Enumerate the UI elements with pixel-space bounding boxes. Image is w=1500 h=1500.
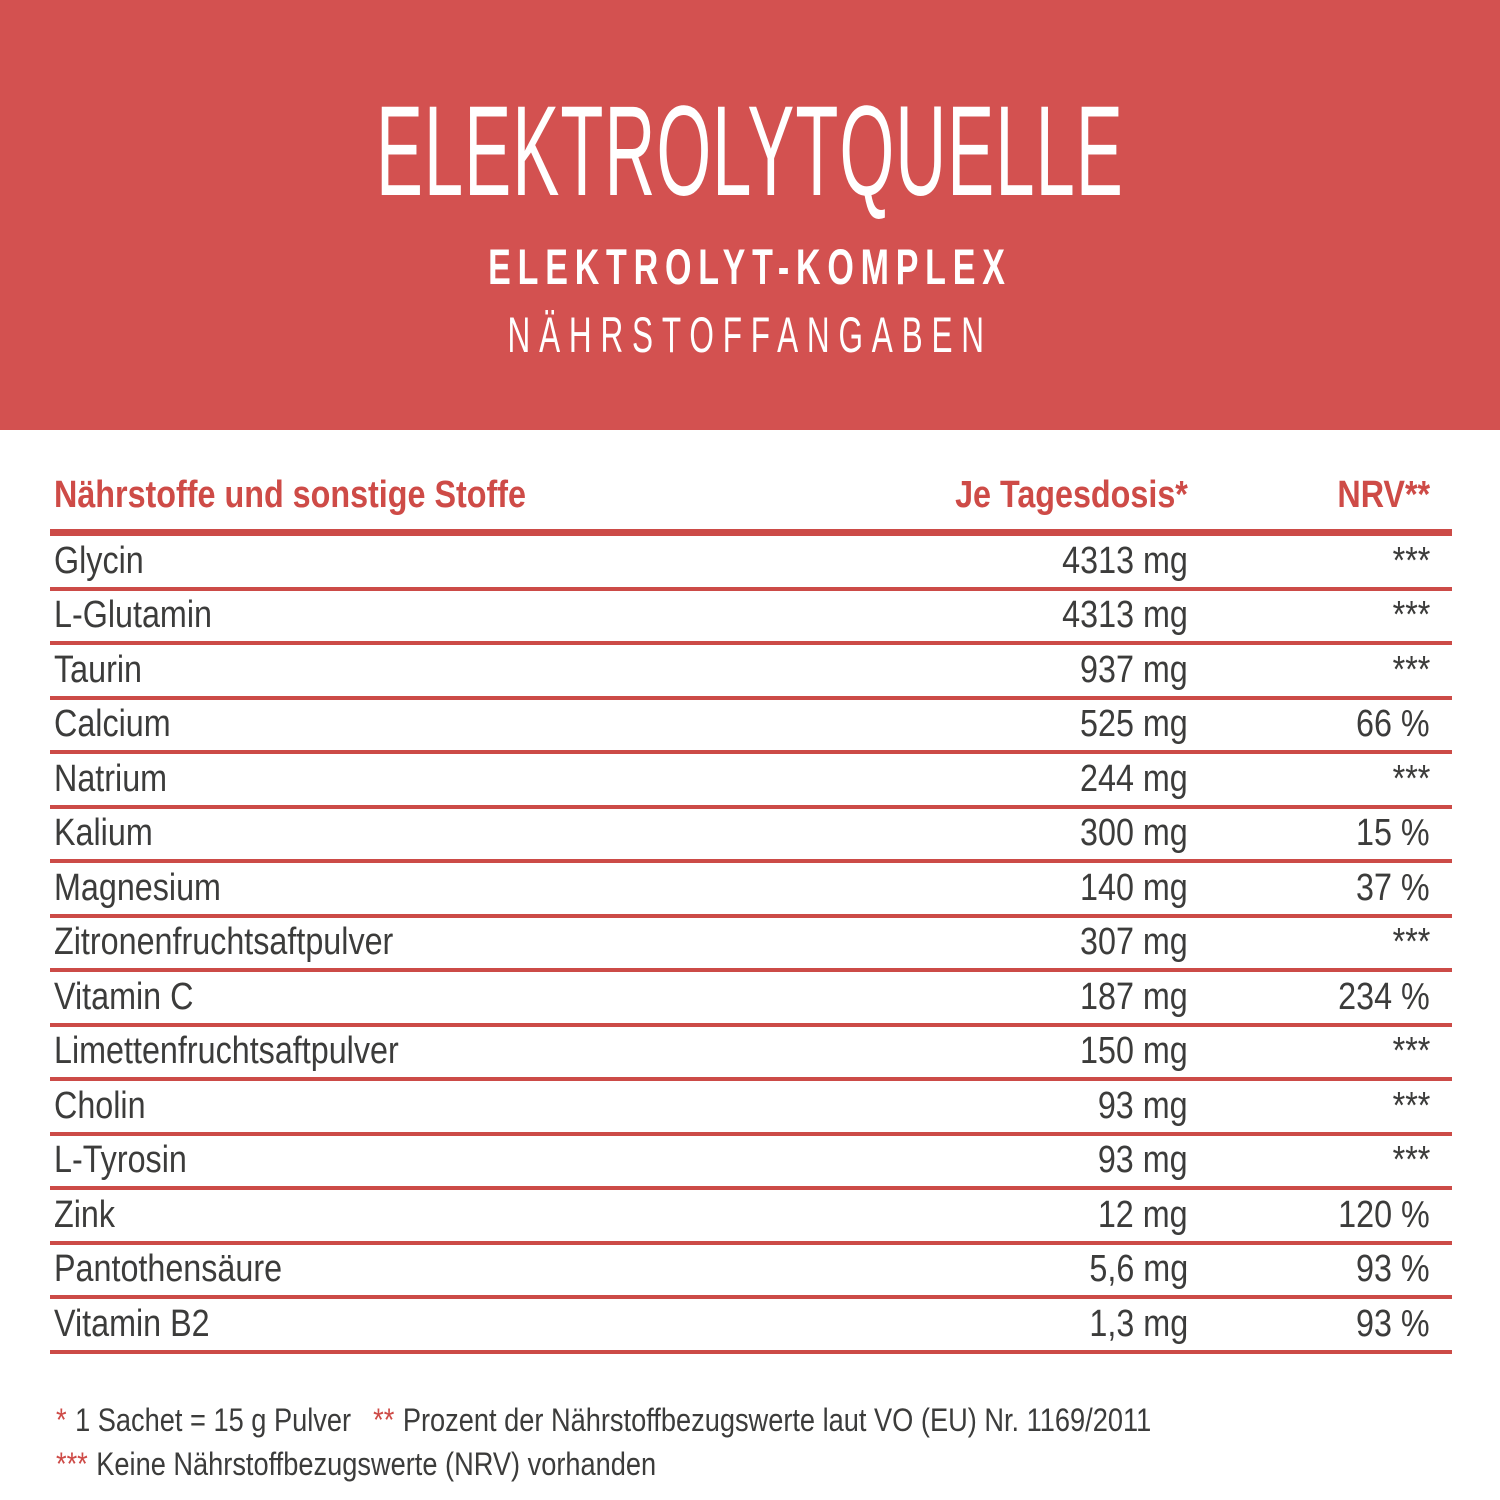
nrv-value: 66 %	[1356, 703, 1430, 746]
column-header-nutrients: Nährstoffe und sonstige Stoffe	[54, 474, 526, 516]
amount-value: 5,6 mg	[1089, 1248, 1188, 1291]
footnote-asterisk: **	[373, 1401, 395, 1438]
amount-value: 4313 mg	[1062, 594, 1188, 637]
table-row	[50, 591, 1452, 646]
table-row	[50, 754, 1452, 809]
footnote-text: Keine Nährstoffbezugswerte (NRV) vorhanden	[96, 1446, 657, 1483]
amount-value: 93 mg	[1098, 1139, 1188, 1182]
nutrient-name: Vitamin B2	[54, 1302, 210, 1345]
amount-value: 937 mg	[1080, 648, 1188, 691]
nutrient-name: L-Tyrosin	[54, 1139, 187, 1182]
nrv-value: 15 %	[1356, 812, 1430, 855]
section-title: NÄHRSTOFFANGABEN	[507, 307, 993, 363]
nrv-value: ***	[1392, 539, 1430, 582]
column-header-dose: Je Tagesdosis*	[955, 474, 1188, 516]
nrv-value: ***	[1392, 921, 1430, 964]
table-header-row	[50, 430, 1452, 536]
nrv-value: 93 %	[1356, 1248, 1430, 1291]
nutrient-name: Taurin	[54, 648, 142, 691]
nutrient-name: Vitamin C	[54, 975, 194, 1018]
table-row	[50, 645, 1452, 700]
amount-value: 140 mg	[1080, 866, 1188, 909]
amount-value: 1,3 mg	[1089, 1302, 1188, 1345]
footnote-asterisk: ***	[56, 1446, 88, 1483]
amount-value: 4313 mg	[1062, 539, 1188, 582]
nrv-value: ***	[1392, 1084, 1430, 1127]
nutrient-name: L-Glutamin	[54, 594, 212, 637]
footnote-text: 1 Sachet = 15 g Pulver	[75, 1401, 352, 1438]
footnote-text: Prozent der Nährstoffbezugswerte laut VO (EU) Nr. 1169/2011	[402, 1401, 1152, 1438]
amount-value: 93 mg	[1098, 1084, 1188, 1127]
header-banner	[0, 0, 1500, 430]
footnote-line-2	[56, 1442, 1500, 1487]
nutrient-name: Calcium	[54, 703, 171, 746]
nutrient-name: Zink	[54, 1193, 116, 1236]
table-row	[50, 863, 1452, 918]
table-row	[50, 1081, 1452, 1136]
amount-value: 244 mg	[1080, 757, 1188, 800]
table-row	[50, 1136, 1452, 1191]
column-header-nrv: NRV**	[1337, 474, 1430, 516]
nrv-value: ***	[1392, 648, 1430, 691]
amount-value: 12 mg	[1098, 1193, 1188, 1236]
table-row	[50, 918, 1452, 973]
nutrient-name: Zitronenfruchtsaftpulver	[54, 921, 394, 964]
footnotes	[56, 1398, 1500, 1488]
nrv-value: 234 %	[1338, 975, 1430, 1018]
amount-value: 187 mg	[1080, 975, 1188, 1018]
amount-value: 307 mg	[1080, 921, 1188, 964]
nrv-value: ***	[1392, 757, 1430, 800]
nutrition-table	[50, 430, 1452, 1354]
nrv-value: 93 %	[1356, 1302, 1430, 1345]
nutrient-name: Glycin	[54, 539, 144, 582]
table-row	[50, 1245, 1452, 1300]
nutrient-name: Limettenfruchtsaftpulver	[54, 1030, 399, 1073]
amount-value: 150 mg	[1080, 1030, 1188, 1073]
nrv-value: ***	[1392, 1139, 1430, 1182]
nutrient-name: Natrium	[54, 757, 168, 800]
nrv-value: 120 %	[1338, 1193, 1430, 1236]
product-title: ELEKTROLYTQUELLE	[376, 80, 1124, 223]
nutrient-name: Magnesium	[54, 866, 221, 909]
nrv-value: ***	[1392, 1030, 1430, 1073]
amount-value: 300 mg	[1080, 812, 1188, 855]
footnote-asterisk: *	[56, 1401, 67, 1438]
table-row	[50, 972, 1452, 1027]
table-row	[50, 1299, 1452, 1354]
table-row	[50, 1027, 1452, 1082]
footnote-line-1	[56, 1398, 1500, 1443]
product-subtitle: ELEKTROLYT-KOMPLEX	[488, 239, 1012, 295]
nrv-value: 37 %	[1356, 866, 1430, 909]
table-row	[50, 809, 1452, 864]
nrv-value: ***	[1392, 594, 1430, 637]
nutrient-name: Cholin	[54, 1084, 146, 1127]
table-row	[50, 1190, 1452, 1245]
table-row	[50, 700, 1452, 755]
amount-value: 525 mg	[1080, 703, 1188, 746]
nutrient-name: Pantothensäure	[54, 1248, 283, 1291]
nutrient-name: Kalium	[54, 812, 153, 855]
table-row	[50, 536, 1452, 591]
